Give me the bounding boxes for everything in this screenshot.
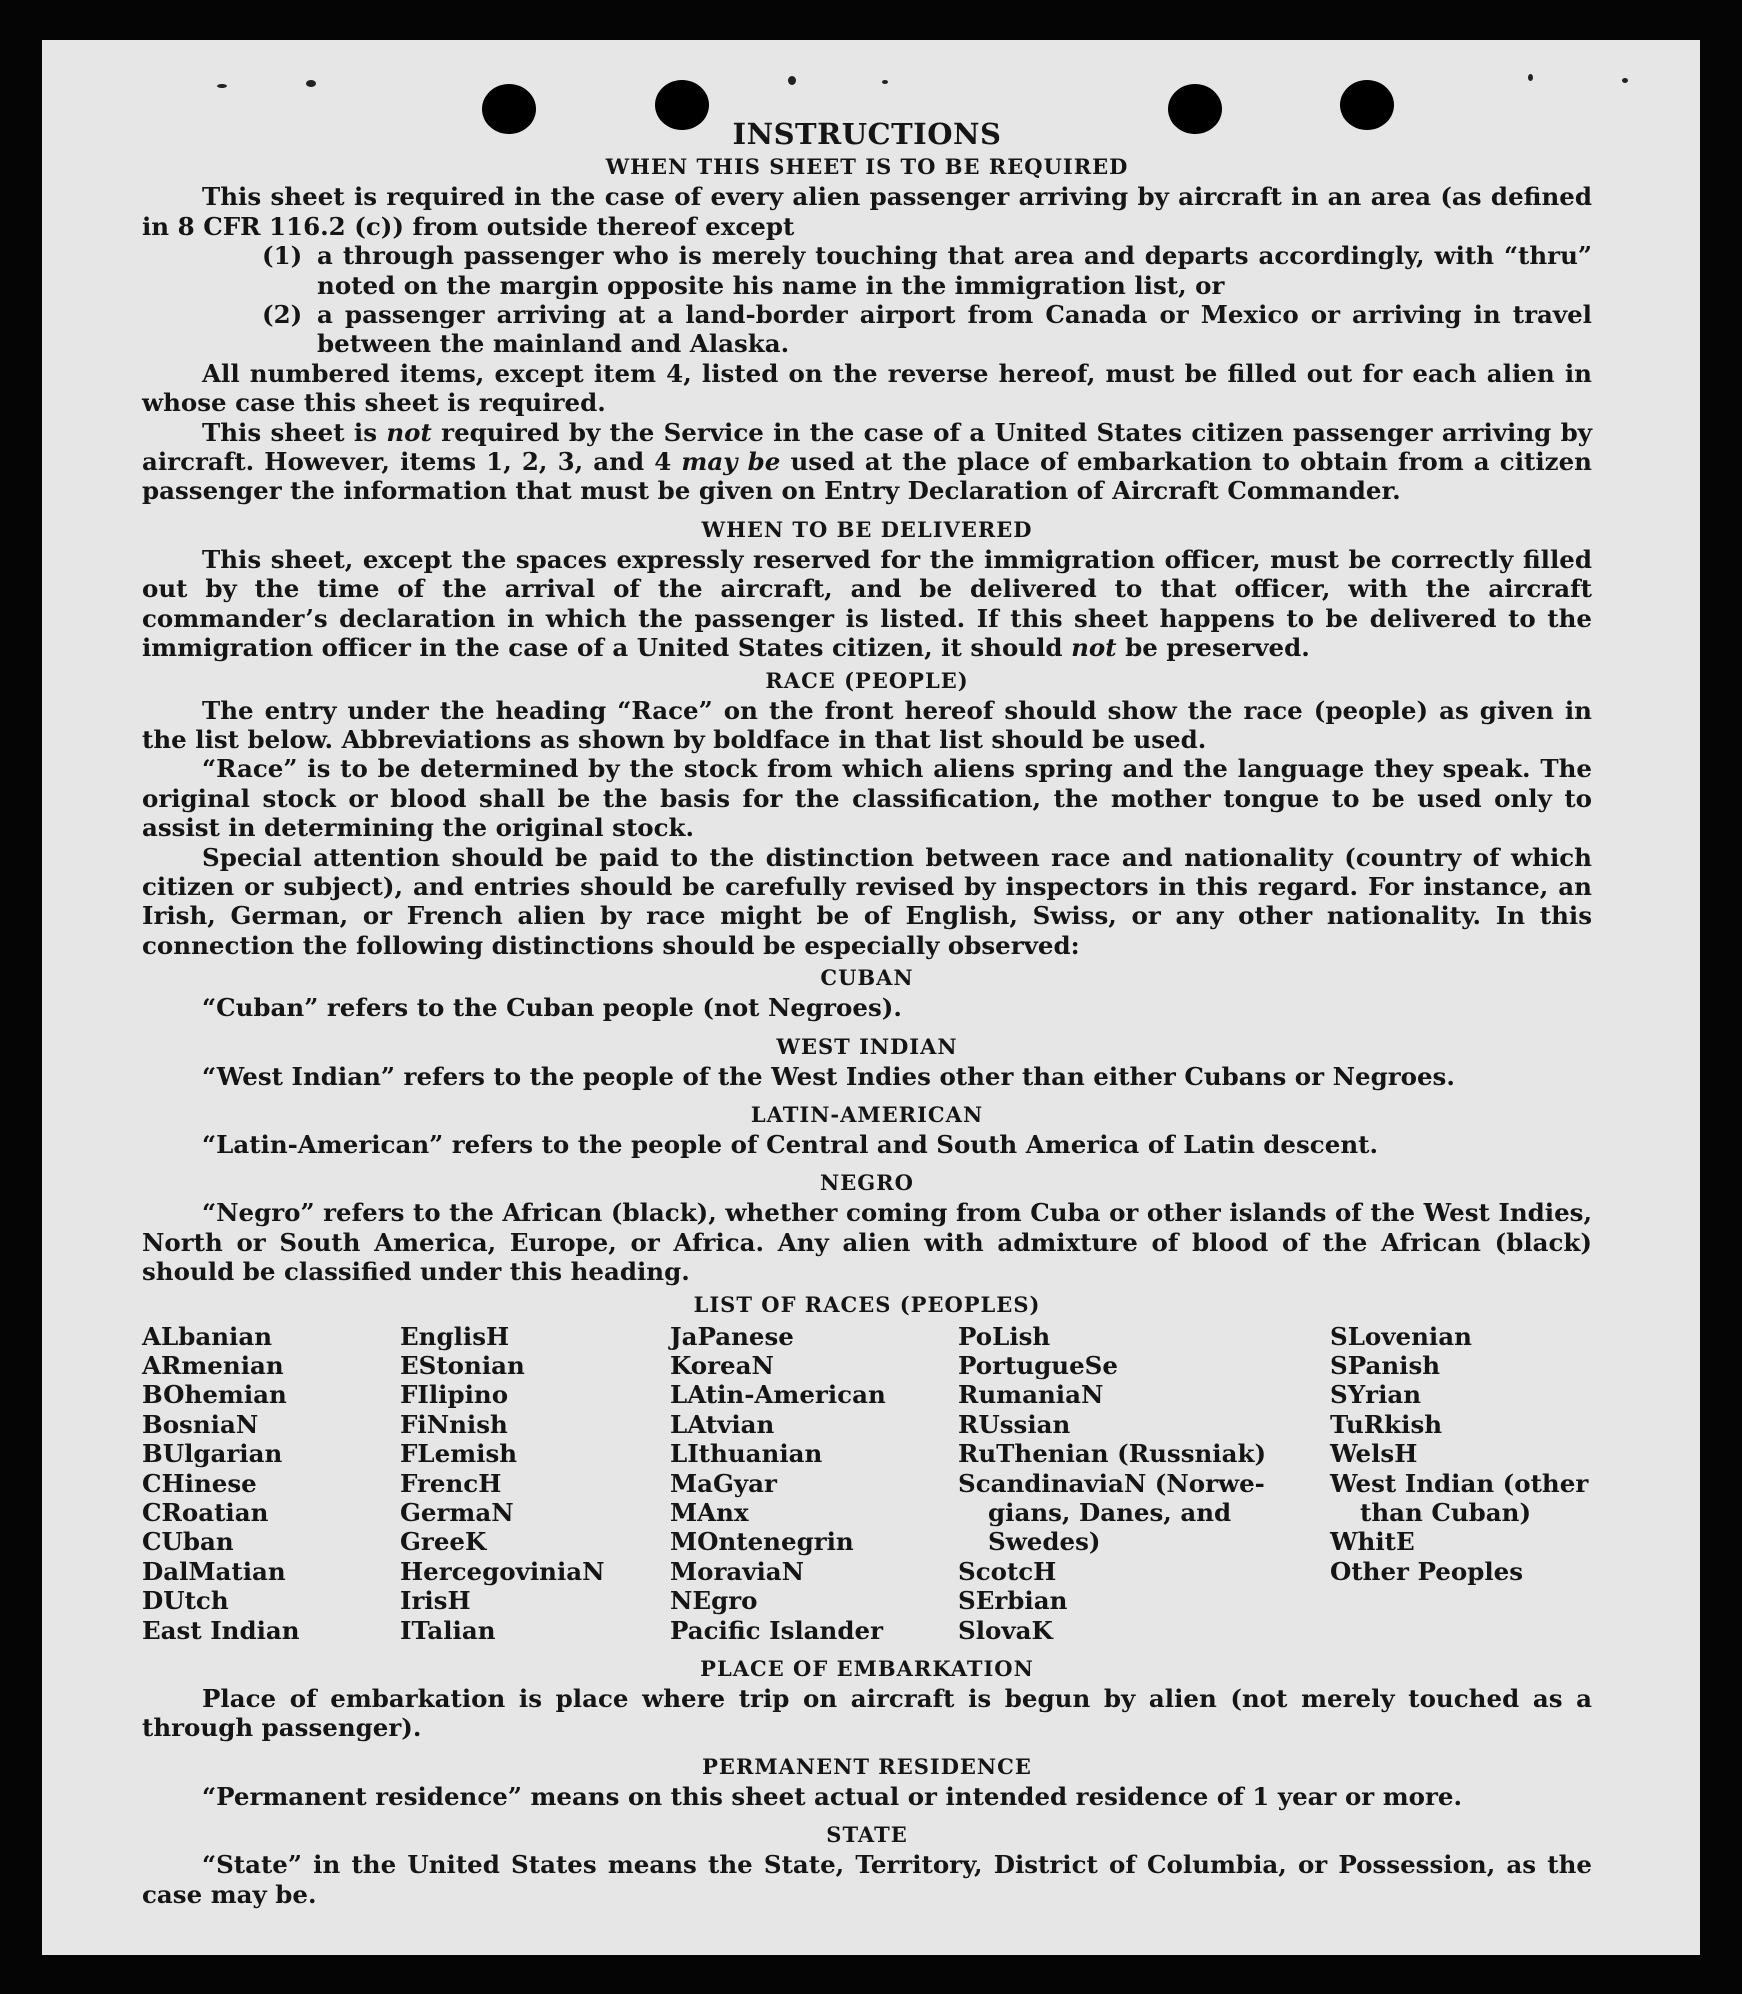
race-entry: DUtch: [142, 1586, 229, 1616]
race-entry: NEgro: [670, 1586, 758, 1616]
paragraph: Special attention should be paid to the distinction between race and nationality (country of which citizen or subject), and entries should be carefully revised by inspectors in this regard. For instance, an Irish, German, or French alien by race might be of English, Swiss, or any other nationality. In this connection the following distinctions should be especially observed:: [142, 842, 1592, 960]
paragraph: “Permanent residence” means on this sheet actual or intended residence of 1 year or more.: [202, 1781, 1463, 1811]
scan-speck: [306, 80, 316, 87]
race-entry: HercegoviniaN: [400, 1556, 605, 1586]
race-entry: PoLish: [958, 1321, 1051, 1351]
race-column: [142, 1322, 400, 1645]
race-entry: MOntenegrin: [670, 1527, 854, 1557]
race-entry: ITalian: [400, 1615, 496, 1645]
race-entry: DalMatian: [142, 1556, 286, 1586]
race-entry: BosniaN: [142, 1409, 259, 1439]
document-sheet: [42, 40, 1700, 1955]
scan-speck: [1622, 78, 1628, 83]
race-entry: LAtvian: [670, 1409, 775, 1439]
paragraph: This sheet is required in the case of every alien passenger arriving by aircraft in an area (as defined in 8 CFR 116.2 (c)) from outside thereof except: [142, 182, 1592, 241]
race-entry: SlovaK: [958, 1615, 1053, 1645]
race-entry: BUlgarian: [142, 1439, 283, 1469]
section-heading: WEST INDIAN: [776, 1033, 958, 1059]
paragraph: Place of embarkation is place where trip on aircraft is begun by alien (not merely touched as a through passenger).: [142, 1684, 1592, 1743]
race-entry: SPanish: [1330, 1351, 1441, 1380]
paragraph: The entry under the heading “Race” on the front hereof should show the race (people) as given in the list below. Abbreviations as shown by boldface in that list should be used.: [142, 695, 1592, 754]
race-entry: BOhemian: [142, 1380, 287, 1410]
race-entry: WhitE: [1330, 1527, 1415, 1557]
paragraph: This sheet, except the spaces expressly reserved for the immigration officer, must be correctly filled out by the time of the arrival of the aircraft, and be delivered to that officer, with the aircraft commander’s declaration in which the passenger is listed. If this sheet happens to be delivered to the immigration officer in the case of a United States citizen, it should not be preserved.: [142, 544, 1592, 663]
paragraph: This sheet is not required by the Service in the case of a United States citizen passenger arriving by aircraft. However, items 1, 2, 3, and 4 may be used at the place of embarkation to obtain from a citizen passenger the information that must be given on Entry Declaration of Aircraft Commander.: [142, 417, 1592, 506]
paragraph: “Negro” refers to the African (black), whether coming from Cuba or other islands of the West Indies, North or South America, Europe, or Africa. Any alien with admixture of blood of the African (black) should be classified under this heading.: [142, 1198, 1592, 1287]
race-entry: RuThenian (Russniak): [958, 1439, 1267, 1469]
item-text: a passenger arriving at a land-border airport from Canada or Mexico or arriving in travel between the mainland and Alaska.: [317, 300, 1592, 359]
race-entry: EStonian: [400, 1351, 525, 1380]
scan-speck: [788, 76, 796, 85]
race-entry: ALbanian: [142, 1321, 273, 1351]
race-entry: Pacific Islander: [670, 1615, 883, 1645]
paragraph: All numbered items, except item 4, listed on the reverse hereof, must be filled out for each alien in whose case this sheet is required.: [142, 358, 1592, 418]
paragraph: “Race” is to be determined by the stock from which aliens spring and the language they speak. The original stock or blood shall be the basis for the classification, the mother tongue to be used only to assist in determining the original stock.: [142, 754, 1592, 843]
section-heading: WHEN TO BE DELIVERED: [701, 516, 1033, 542]
race-column: [400, 1322, 670, 1645]
list-item: [262, 241, 1592, 300]
race-entry: FrencH: [400, 1468, 502, 1498]
instructions-content: [142, 117, 1592, 1909]
race-entry: GermaN: [400, 1498, 514, 1528]
section-heading: WHEN THIS SHEET IS TO BE REQUIRED: [605, 154, 1129, 180]
race-entry: East Indian: [142, 1615, 300, 1645]
scan-speck: [217, 84, 227, 88]
paragraph: “Latin-American” refers to the people of Central and South America of Latin descent.: [202, 1129, 1378, 1159]
race-entry: MoraviaN: [670, 1556, 805, 1586]
race-entry: CUban: [142, 1527, 234, 1557]
race-entry: West Indian (other: [1330, 1468, 1589, 1498]
race-list: [142, 1322, 1592, 1645]
race-column: [1330, 1322, 1592, 1645]
race-entry: FLemish: [400, 1439, 518, 1469]
race-entry: LIthuanian: [670, 1439, 823, 1469]
page-title: INSTRUCTIONS: [732, 117, 1002, 151]
paragraph: “State” in the United States means the State, Territory, District of Columbia, or Possession, as the case may be.: [142, 1850, 1592, 1909]
race-entry: EnglisH: [400, 1321, 510, 1351]
race-entry: MaGyar: [670, 1468, 777, 1498]
section-heading: RACE (PEOPLE): [765, 667, 969, 693]
race-entry: ARmenian: [142, 1351, 284, 1380]
list-item: [262, 300, 1592, 359]
race-entry: ScandinaviaN (Norwe-: [958, 1468, 1265, 1498]
race-entry: FiNnish: [400, 1409, 508, 1439]
section-heading: PERMANENT RESIDENCE: [702, 1753, 1032, 1779]
race-entry: MAnx: [670, 1498, 749, 1528]
race-column: [670, 1322, 958, 1645]
race-entry: Swedes): [988, 1527, 1101, 1557]
race-entry: WelsH: [1330, 1439, 1418, 1469]
race-entry: than Cuban): [1360, 1498, 1532, 1528]
race-entry: RumaniaN: [958, 1380, 1104, 1410]
scan-speck: [1528, 74, 1533, 81]
race-entry: IrisH: [400, 1586, 471, 1616]
race-entry: CRoatian: [142, 1498, 269, 1528]
race-entry: JaPanese: [670, 1321, 794, 1351]
scan-speck: [882, 80, 888, 84]
race-entry: FIlipino: [400, 1380, 509, 1410]
race-entry: RUssian: [958, 1409, 1071, 1439]
race-entry: CHinese: [142, 1468, 257, 1498]
section-heading: CUBAN: [820, 965, 914, 991]
section-heading: PLACE OF EMBARKATION: [700, 1656, 1034, 1682]
race-entry: SYrian: [1330, 1380, 1422, 1410]
item-number: (2): [262, 300, 303, 330]
race-entry: ScotcH: [958, 1556, 1057, 1586]
race-entry: PortugueSe: [958, 1351, 1118, 1380]
paragraph: “Cuban” refers to the Cuban people (not Negroes).: [202, 993, 902, 1023]
race-entry: Other Peoples: [1330, 1556, 1524, 1586]
item-number: (1): [262, 241, 303, 271]
race-entry: SErbian: [958, 1586, 1068, 1616]
race-entry: KoreaN: [670, 1351, 774, 1380]
section-heading: STATE: [826, 1822, 908, 1848]
section-heading: LIST OF RACES (PEOPLES): [693, 1291, 1041, 1317]
race-entry: GreeK: [400, 1527, 487, 1557]
section-heading: NEGRO: [820, 1170, 914, 1196]
race-entry: SLovenian: [1330, 1321, 1472, 1351]
race-entry: LAtin-American: [670, 1380, 886, 1410]
race-entry: TuRkish: [1330, 1409, 1443, 1439]
section-heading: LATIN-AMERICAN: [750, 1101, 984, 1127]
race-entry: gians, Danes, and: [988, 1498, 1232, 1528]
race-column: [958, 1322, 1330, 1645]
paragraph: “West Indian” refers to the people of the West Indies other than either Cubans or Negroes.: [202, 1061, 1455, 1091]
item-text: a through passenger who is merely touching that area and departs accordingly, with “thru” noted on the margin opposite his name in the immigration list, or: [317, 241, 1592, 300]
